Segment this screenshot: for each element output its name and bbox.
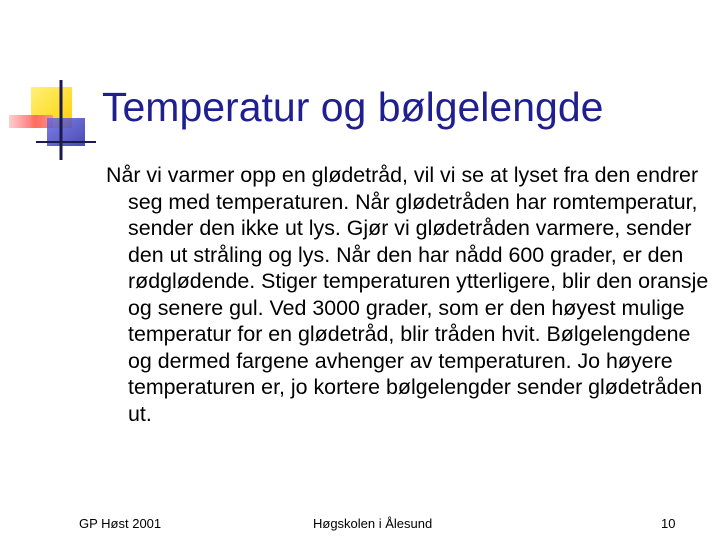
title-decoration — [0, 0, 110, 180]
deco-red-bar — [9, 115, 53, 128]
footer-institution: Høgskolen i Ålesund — [313, 516, 433, 531]
footer-author-date: GP Høst 2001 — [79, 516, 162, 531]
slide-title: Temperatur og bølgelengde — [102, 84, 604, 130]
body-paragraph: Når vi varmer opp en glødetråd, vil vi se at lyset fra den endrer seg med temperaturen. Når glødetråden har romtemperatur, sender den ikke ut lys. Gjør vi glødetråden varmere, sender den ut stråling og lys. Når den har nådd 600 grader, er den rødglødende. Stiger temperaturen ytterligere, blir den oransje og senere gul. Ved 3000 grader, som er den høyest mulige temperatur for en glødetråd, blir tråden hvit. Bølgelengdene og dermed fargene avhenger av temperaturen. Jo høyere temperaturen er, jo kortere bølgelengder sender glødetråden ut. — [106, 163, 709, 426]
page-number: 10 — [661, 516, 676, 531]
